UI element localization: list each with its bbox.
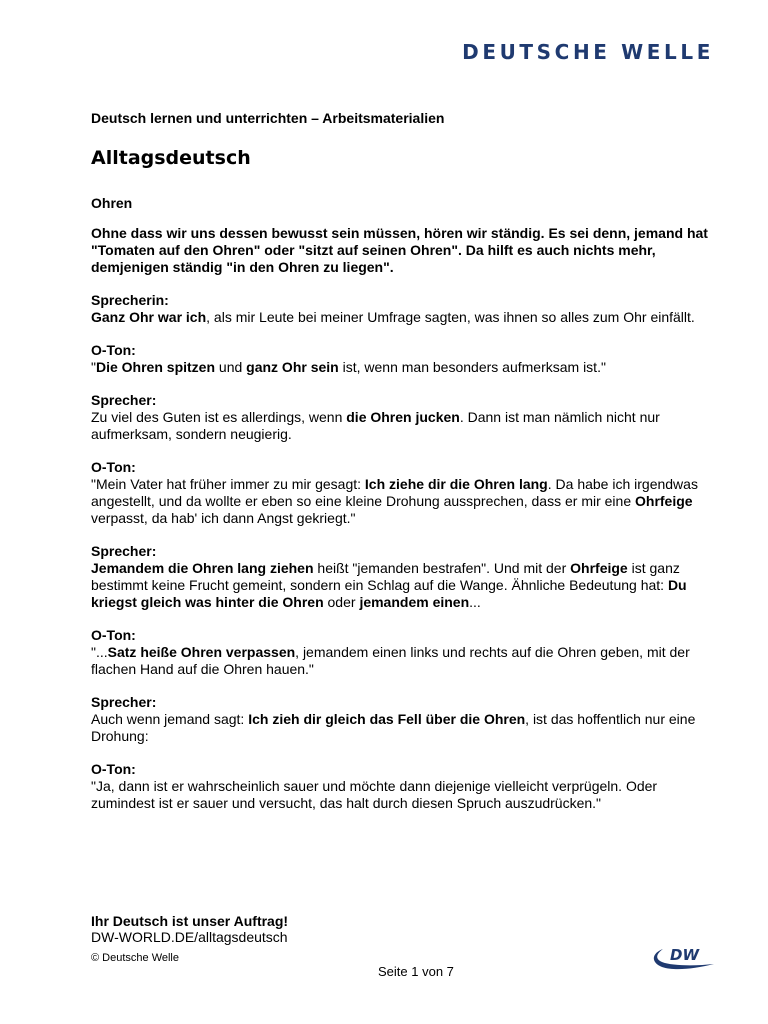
- text-segment: "...: [91, 644, 108, 660]
- idiom-highlight: Ohrfeige: [635, 493, 693, 509]
- text-segment: , ist das hoffentlich nur eine Drohung:: [91, 711, 696, 744]
- speaker-label: Sprecher:: [91, 543, 157, 559]
- page-number: Seite 1 von 7: [378, 964, 454, 979]
- speaker-label: O-Ton:: [91, 627, 136, 643]
- idiom-highlight: Ich zieh dir gleich das Fell über die Ohren: [248, 711, 526, 727]
- text-segment: "Ja, dann ist er wahrscheinlich sauer und möchte dann diejenige vielleicht verprügeln. Oder zumindest ist er sauer und versucht, das halt durch diesen Spruch auszudrücken.": [91, 778, 658, 811]
- text-segment: und: [215, 359, 247, 375]
- text-segment: . Da habe ich irgendwas angestellt, und da wollte er eben so eine kleine Drohung aussprechen, dass er mir eine: [91, 476, 698, 509]
- dialogue-text: [91, 778, 709, 812]
- text-segment: Auch wenn jemand sagt:: [91, 711, 249, 727]
- dialogue-block: [91, 342, 709, 376]
- dialogue-block: [91, 459, 709, 527]
- dialogue-text: [91, 359, 709, 376]
- dialogue-block: [91, 694, 709, 745]
- dialogue-text: [91, 644, 709, 678]
- dialogue-text: [91, 560, 709, 611]
- footer-url[interactable]: DW-WORLD.DE/alltagsdeutsch: [91, 929, 288, 945]
- section-heading: Ohren: [91, 195, 133, 211]
- idiom-highlight: Die Ohren spitzen: [95, 359, 216, 375]
- text-segment: , als mir Leute bei meiner Umfrage sagten, was ihnen so alles zum Ohr einfällt.: [206, 309, 695, 325]
- text-segment: Zu viel des Guten ist es allerdings, wenn: [91, 409, 347, 425]
- idiom-highlight: jemandem einen: [359, 594, 470, 610]
- dialogue-text: [91, 409, 709, 443]
- dialogue-block: [91, 627, 709, 678]
- speaker-label: O-Ton:: [91, 342, 136, 358]
- text-segment: , jemandem einen links und rechts auf die Ohren geben, mit der flachen Hand auf die Ohren hauen.": [91, 644, 690, 677]
- idiom-highlight: die Ohren jucken: [346, 409, 460, 425]
- speaker-label: Sprecher:: [91, 392, 157, 408]
- speaker-label: Sprecher:: [91, 694, 157, 710]
- copyright-notice: © Deutsche Welle: [91, 952, 179, 964]
- dw-logo-icon: [650, 945, 716, 971]
- idiom-highlight: Du kriegst gleich was hinter die Ohren: [91, 577, 687, 610]
- text-segment: ist, wenn man besonders aufmerksam ist.": [338, 359, 606, 375]
- idiom-highlight: Ganz Ohr war ich: [91, 309, 207, 325]
- dialogue-text: [91, 309, 709, 326]
- text-segment: . Dann ist man nämlich nicht nur aufmerksam, sondern neugierig.: [91, 409, 660, 442]
- brand-wordmark: DEUTSCHE WELLE: [462, 40, 714, 64]
- document-subtitle: Deutsch lernen und unterrichten – Arbeitsmaterialien: [91, 110, 445, 126]
- speaker-label: O-Ton:: [91, 459, 136, 475]
- dialogue-block: [91, 543, 709, 611]
- text-segment: "Mein Vater hat früher immer zu mir gesagt:: [91, 476, 365, 492]
- footer-slogan: Ihr Deutsch ist unser Auftrag!: [91, 913, 289, 929]
- dialogue-block: [91, 761, 709, 812]
- document-title: Alltagsdeutsch: [91, 147, 251, 169]
- idiom-highlight: Jemandem die Ohren lang ziehen: [91, 560, 314, 576]
- idiom-highlight: Satz heiße Ohren verpassen: [107, 644, 296, 660]
- dialogue-block: [91, 292, 709, 326]
- intro-paragraph: Ohne dass wir uns dessen bewusst sein müssen, hören wir ständig. Es sei denn, jemand hat "Tomaten auf den Ohren" oder "sitzt auf seinen Ohren". Da hilft es auch nichts mehr, demjenigen ständig "in den Ohren zu liegen".: [91, 225, 708, 275]
- text-segment: ist ganz bestimmt keine Frucht gemeint, sondern ein Schlag auf die Wange. Ähnliche Bedeutung hat:: [91, 560, 680, 593]
- document-body: [91, 110, 709, 812]
- footer: [91, 913, 711, 964]
- text-segment: ...: [469, 594, 481, 610]
- text-segment: verpasst, da hab' ich dann Angst gekriegt.": [91, 510, 356, 526]
- speaker-label: Sprecherin:: [91, 292, 169, 308]
- speaker-label: O-Ton:: [91, 761, 136, 777]
- dialogue-block: [91, 392, 709, 443]
- dialogue-text: [91, 711, 709, 745]
- dw-logo-text: DW: [670, 946, 699, 964]
- dialogue-blocks: [91, 292, 709, 812]
- text-segment: heißt "jemanden bestrafen". Und mit der: [313, 560, 571, 576]
- idiom-highlight: ganz Ohr sein: [246, 359, 339, 375]
- text-segment: oder: [323, 594, 360, 610]
- idiom-highlight: Ich ziehe dir die Ohren lang: [364, 476, 548, 492]
- dialogue-text: [91, 476, 709, 527]
- idiom-highlight: Ohrfeige: [570, 560, 628, 576]
- text-segment: ": [91, 359, 96, 375]
